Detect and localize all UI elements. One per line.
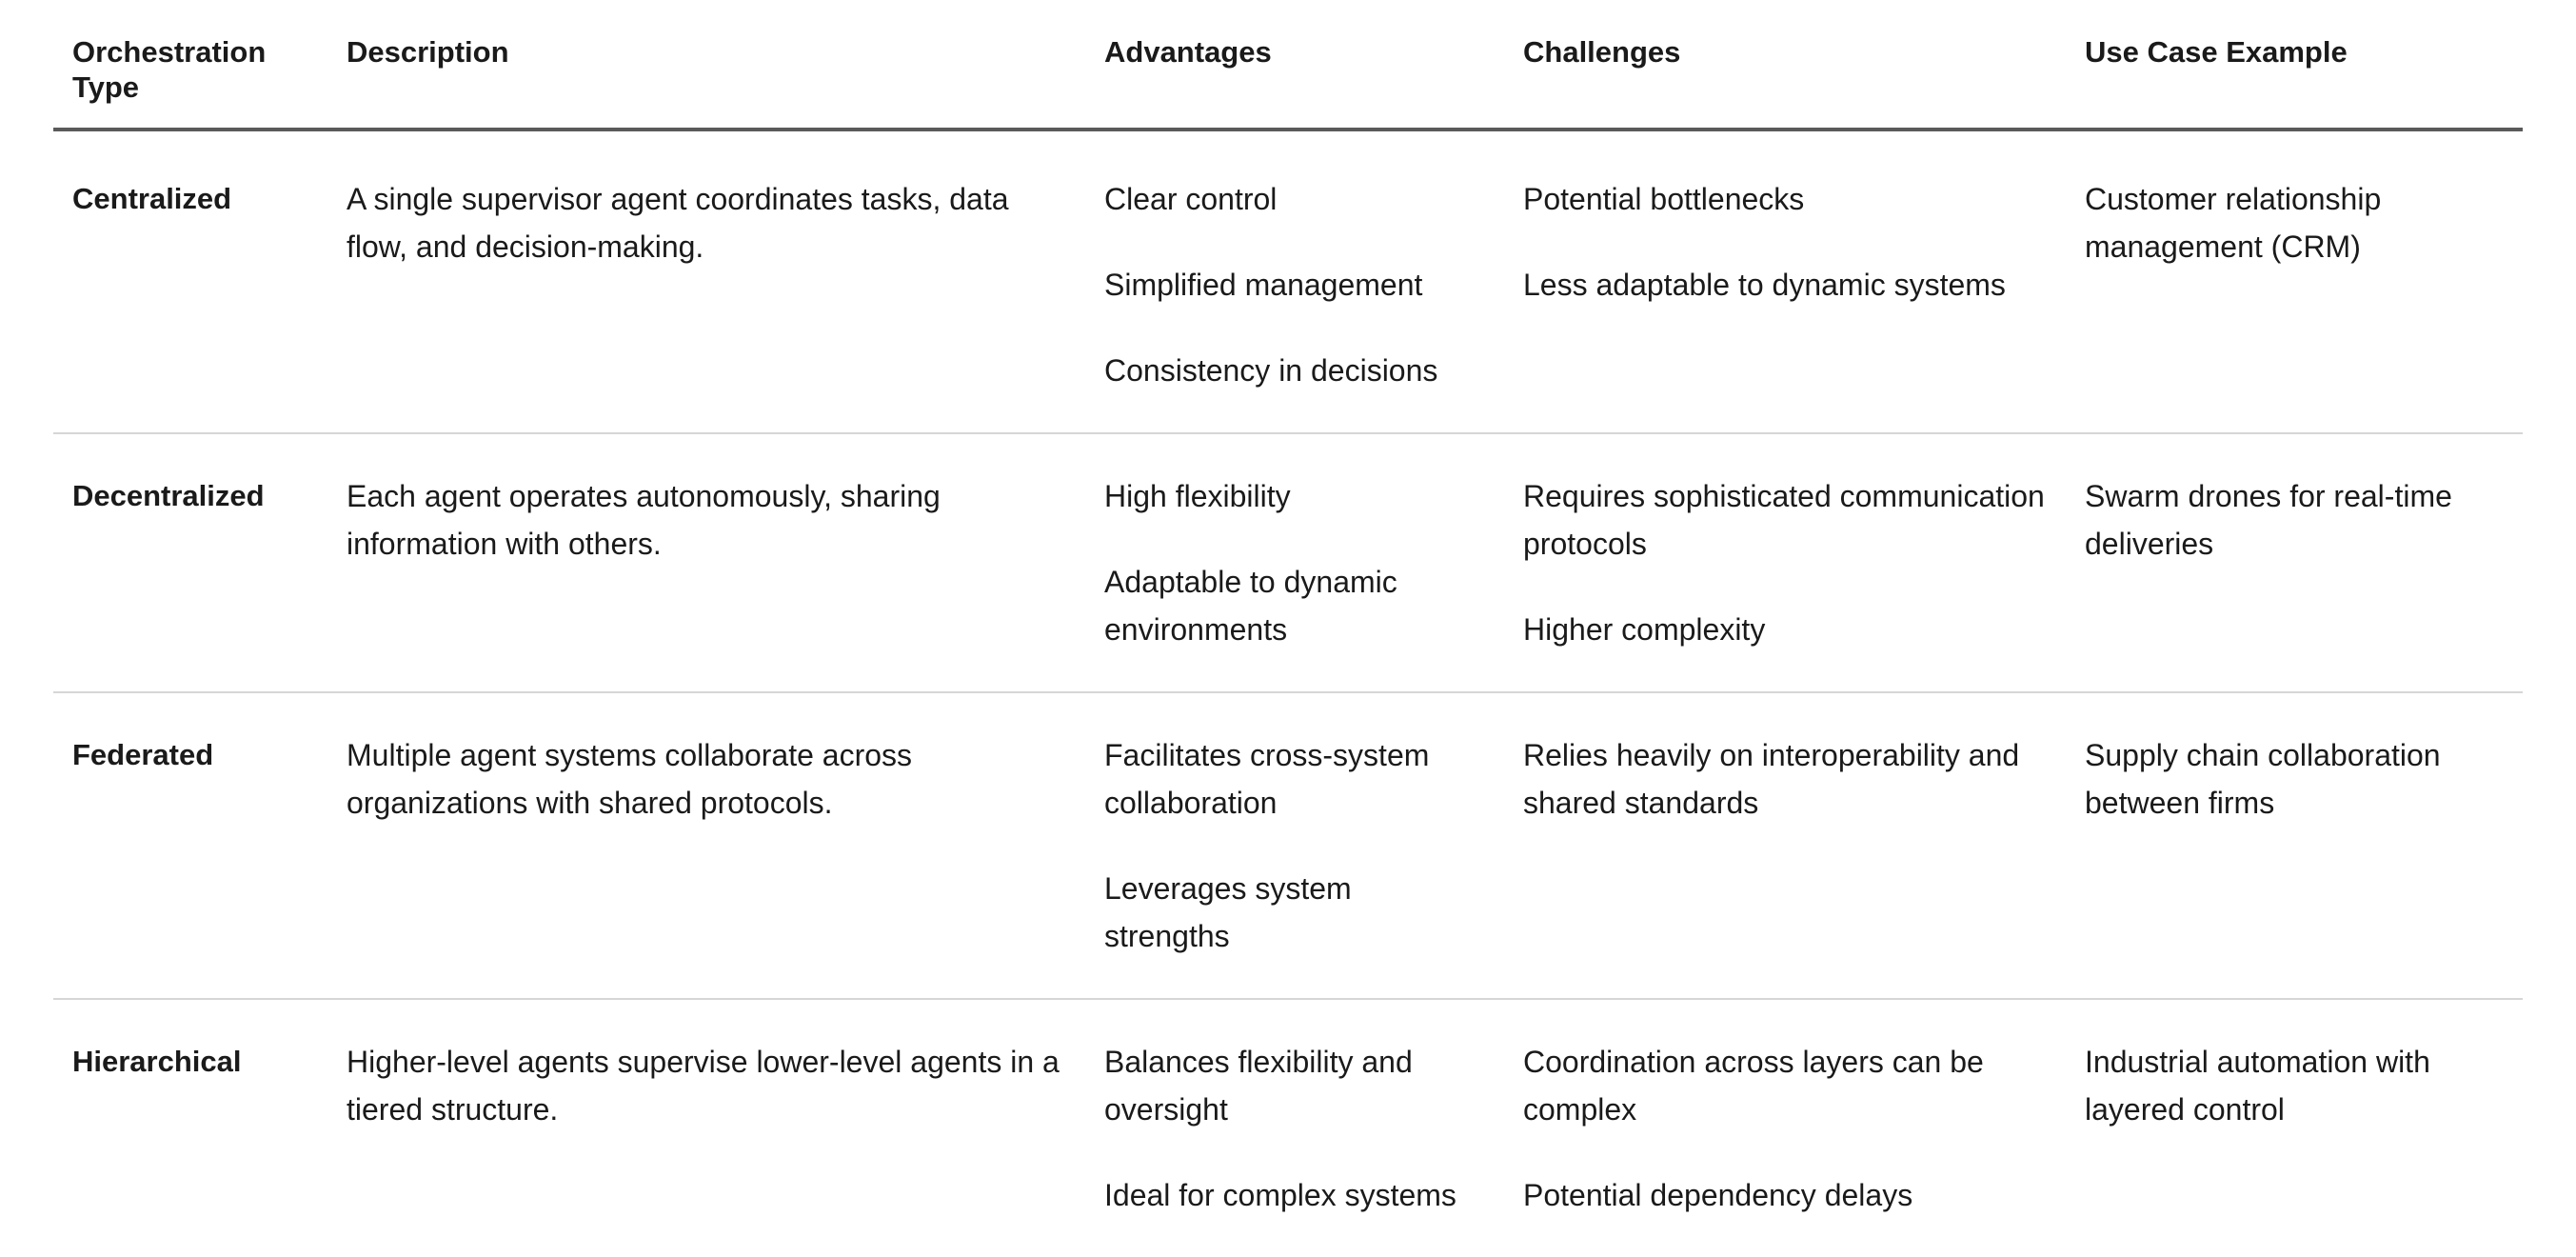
use-case-cell: Swarm drones for real-time deliveries bbox=[2066, 433, 2523, 692]
table-header bbox=[53, 0, 2523, 130]
description-cell: Each agent operates autonomously, sharing information with others. bbox=[327, 433, 1085, 692]
challenge-item: Potential dependency delays bbox=[1523, 1178, 1913, 1212]
orchestration-table-container bbox=[53, 0, 2523, 1257]
advantage-item: Facilitates cross-system collaboration bbox=[1104, 738, 1430, 820]
advantage-item: Clear control bbox=[1104, 182, 1278, 216]
challenges-cell bbox=[1504, 433, 2066, 692]
table-body bbox=[53, 130, 2523, 1257]
header-orchestration-type: Orchestration Type bbox=[53, 0, 327, 130]
description-cell: A single supervisor agent coordinates tasks, data flow, and decision-making. bbox=[327, 130, 1085, 433]
orchestration-type-cell: Federated bbox=[53, 692, 327, 999]
table-row bbox=[53, 130, 2523, 433]
orchestration-type-cell: Centralized bbox=[53, 130, 327, 433]
orchestration-comparison-table bbox=[53, 0, 2523, 1257]
use-case-cell: Supply chain collaboration between firms bbox=[2066, 692, 2523, 999]
challenges-cell bbox=[1504, 692, 2066, 999]
challenges-cell bbox=[1504, 999, 2066, 1257]
advantages-cell bbox=[1085, 999, 1504, 1257]
table-row bbox=[53, 433, 2523, 692]
table-row bbox=[53, 692, 2523, 999]
challenge-item: Higher complexity bbox=[1523, 612, 1766, 647]
description-cell: Multiple agent systems collaborate across organizations with shared protocols. bbox=[327, 692, 1085, 999]
use-case-cell: Industrial automation with layered control bbox=[2085, 1045, 2430, 1127]
advantage-item: Ideal for complex systems bbox=[1104, 1178, 1456, 1212]
header-description: Description bbox=[327, 0, 1085, 130]
header-advantages: Advantages bbox=[1085, 0, 1504, 130]
header-use-case-example: Use Case Example bbox=[2066, 0, 2523, 130]
advantages-cell bbox=[1085, 130, 1504, 433]
challenge-item: Potential bottlenecks bbox=[1523, 182, 1805, 216]
advantage-item: High flexibility bbox=[1104, 479, 1291, 513]
advantage-item: Consistency in decisions bbox=[1104, 353, 1438, 388]
advantage-item: Adaptable to dynamic environments bbox=[1104, 565, 1397, 647]
challenge-item: Relies heavily on interoperability and shared standards bbox=[1523, 738, 2020, 820]
description-cell: Higher-level agents supervise lower-level agents in a tiered structure. bbox=[347, 1045, 1060, 1127]
challenge-item: Coordination across layers can be complex bbox=[1523, 1045, 1984, 1127]
orchestration-type-cell: Decentralized bbox=[53, 433, 327, 692]
orchestration-type-cell: Hierarchical bbox=[72, 1045, 242, 1078]
header-challenges: Challenges bbox=[1504, 0, 2066, 130]
challenges-cell bbox=[1504, 130, 2066, 433]
header-row bbox=[53, 0, 2523, 130]
challenge-item: Requires sophisticated communication protocols bbox=[1523, 479, 2045, 561]
advantages-cell bbox=[1085, 692, 1504, 999]
challenge-item: Less adaptable to dynamic systems bbox=[1523, 268, 2006, 302]
advantage-item: Leverages system strengths bbox=[1104, 871, 1352, 953]
table-row bbox=[53, 999, 2523, 1257]
advantage-item: Simplified management bbox=[1104, 268, 1423, 302]
advantage-item: Balances flexibility and oversight bbox=[1104, 1045, 1413, 1127]
use-case-cell: Customer relationship management (CRM) bbox=[2066, 130, 2523, 433]
advantages-cell bbox=[1085, 433, 1504, 692]
